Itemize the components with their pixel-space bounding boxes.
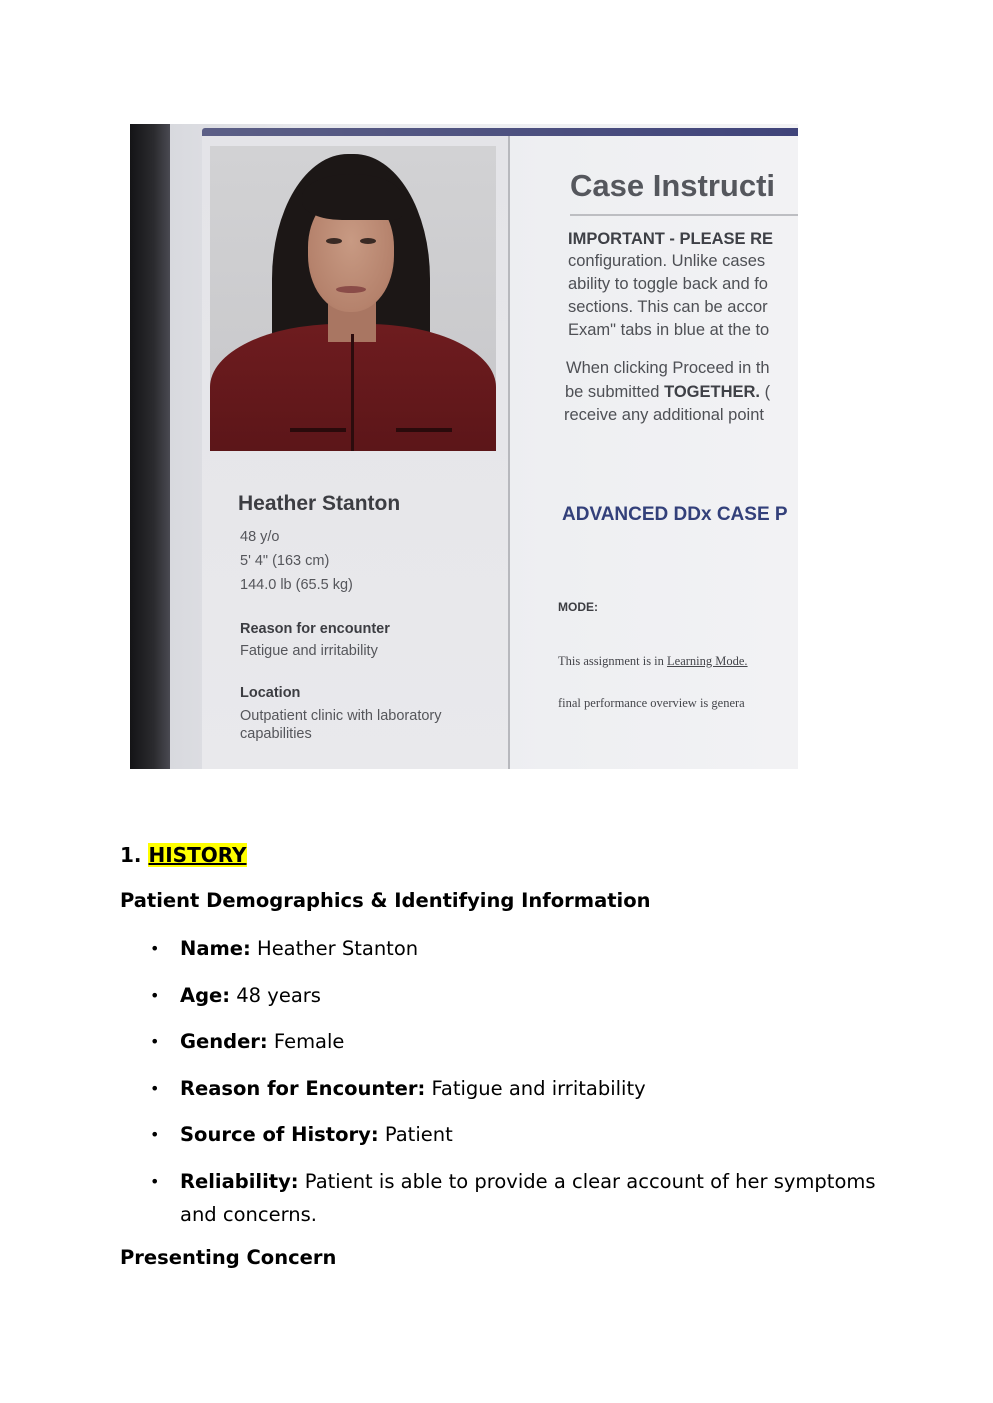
item-value: Female — [267, 1030, 345, 1053]
patient-name: Heather Stanton — [238, 492, 401, 515]
item-label: Age: — [180, 983, 231, 1007]
monitor-bezel — [130, 124, 170, 769]
proceed-line-1: When clicking Proceed in th — [566, 359, 770, 377]
important-line-2: configuration. Unlike cases — [568, 252, 766, 270]
section-title-highlighted: HISTORY — [148, 843, 247, 867]
portrait-mouth — [336, 286, 366, 293]
presenting-concern-heading: Presenting Concern — [120, 1246, 337, 1269]
location-line-2: capabilities — [240, 726, 312, 742]
item-label: Reliability: — [180, 1169, 299, 1193]
item-value: Patient is able to provide a clear account of her symptoms and concerns. — [180, 1169, 876, 1226]
item-value: Patient — [378, 1123, 453, 1146]
reason-label: Reason for encounter — [240, 621, 390, 637]
proceed-line-2 — [565, 383, 770, 402]
together-emphasis: TOGETHER. — [664, 383, 761, 401]
list-item — [120, 979, 880, 1012]
mode-label: MODE: — [558, 600, 598, 614]
important-line-3: ability to toggle back and fo — [568, 275, 768, 293]
title-divider — [570, 214, 798, 216]
mode-line-1-text: This assignment is in — [558, 654, 668, 668]
list-item — [120, 1118, 880, 1151]
proceed-line-3: receive any additional point — [564, 406, 764, 424]
learning-mode-link: Learning Mode. — [667, 654, 748, 668]
item-label: Gender: — [180, 1030, 268, 1053]
proceed-line-2-start: be submitted — [565, 383, 665, 401]
portrait-pocket-left — [290, 428, 346, 432]
proceed-line-2-end: ( — [760, 383, 771, 401]
patient-weight: 144.0 lb (65.5 kg) — [240, 577, 353, 593]
item-value: Heather Stanton — [250, 937, 419, 960]
mode-line-1 — [558, 654, 748, 669]
item-label: Reason for Encounter: — [180, 1076, 426, 1100]
case-screenshot-photo — [130, 124, 798, 769]
item-label: Name: — [180, 937, 251, 960]
portrait-zipper — [351, 334, 354, 451]
portrait-fringe — [302, 174, 402, 220]
case-instructions-title: Case Instructi — [570, 168, 776, 203]
list-item — [120, 1025, 880, 1058]
location-label: Location — [240, 685, 301, 701]
demographics-list — [120, 932, 880, 1244]
important-line-1: IMPORTANT - PLEASE RE — [568, 230, 774, 248]
item-value: 48 years — [230, 983, 321, 1007]
mode-line-2: final performance overview is genera — [558, 696, 745, 710]
location-line-1: Outpatient clinic with laboratory — [240, 708, 442, 724]
important-line-4: sections. This can be accor — [568, 298, 768, 316]
item-label: Source of History: — [180, 1123, 379, 1146]
patient-age: 48 y/o — [240, 529, 280, 545]
screen-top-bar — [202, 128, 798, 136]
list-item — [120, 932, 880, 965]
patient-height: 5' 4" (163 cm) — [240, 553, 330, 569]
patient-portrait — [210, 146, 496, 451]
reason-value: Fatigue and irritability — [240, 643, 378, 659]
important-line-5: Exam" tabs in blue at the to — [568, 321, 770, 339]
section-heading — [120, 843, 247, 867]
list-item — [120, 1165, 880, 1231]
demographics-heading: Patient Demographics & Identifying Information — [120, 889, 651, 912]
portrait-eye-left — [326, 238, 342, 244]
advanced-ddx-heading: ADVANCED DDx CASE P — [562, 504, 788, 525]
section-number: 1. — [120, 843, 149, 867]
list-item — [120, 1072, 880, 1105]
portrait-eye-right — [360, 238, 376, 244]
item-value: Fatigue and irritability — [425, 1076, 646, 1100]
portrait-pocket-right — [396, 428, 452, 432]
